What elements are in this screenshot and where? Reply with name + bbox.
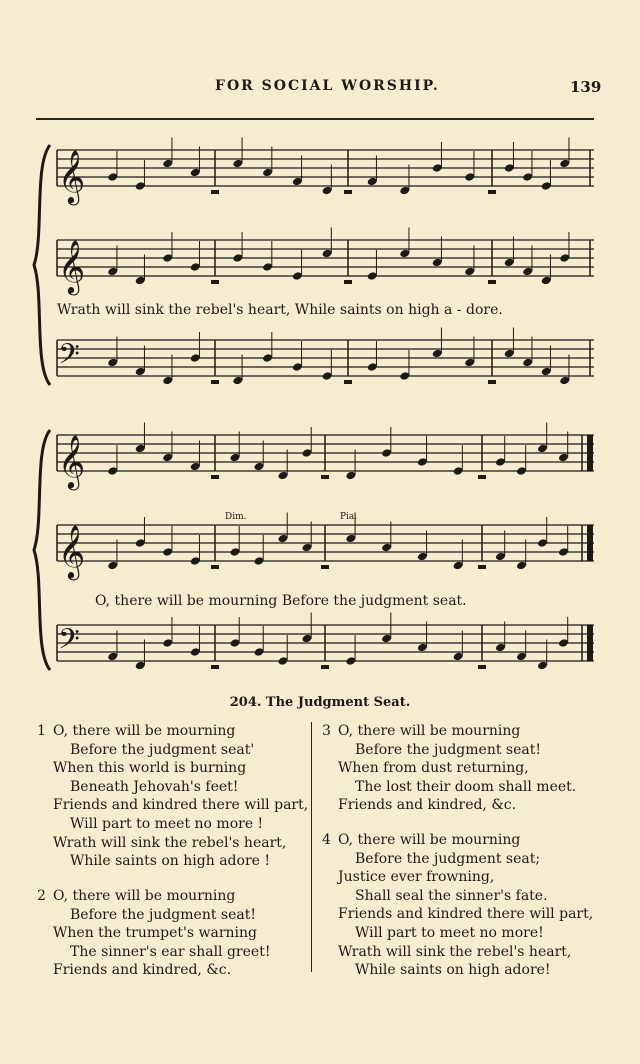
final-bar-thick bbox=[587, 435, 593, 471]
verse-line: Wrath will sink the rebel's heart, bbox=[338, 943, 572, 960]
system1-lyric: Wrath will sink the rebel's heart, While saints on high a - dore. bbox=[57, 302, 503, 318]
ledger-mark bbox=[344, 190, 352, 194]
verse-number: 4 bbox=[322, 832, 331, 848]
verse-number: 2 bbox=[37, 888, 46, 904]
verse-line: When from dust returning, bbox=[338, 760, 529, 777]
ledger-mark bbox=[211, 475, 219, 479]
final-bar-thick bbox=[587, 525, 593, 561]
ledger-mark bbox=[211, 380, 219, 384]
verse-line: Before the judgment seat' bbox=[70, 741, 255, 758]
ledger-mark bbox=[488, 380, 496, 384]
dynamic-pia: Pia. bbox=[340, 512, 358, 522]
verse-line: O, there will be mourning bbox=[53, 723, 236, 739]
running-title: FOR SOCIAL WORSHIP. bbox=[215, 78, 440, 94]
verse-line: Friends and kindred there will part, bbox=[53, 797, 309, 814]
verse-4 bbox=[322, 831, 594, 980]
ledger-mark bbox=[478, 475, 486, 479]
ledger-mark bbox=[321, 475, 329, 479]
ledger-mark bbox=[478, 565, 486, 569]
verse-line: Friends and kindred, &c. bbox=[53, 962, 232, 979]
system2-lyric: O, there will be mourning Before the judgment seat. bbox=[95, 593, 467, 609]
verse-line: O, there will be mourning bbox=[338, 832, 521, 848]
ledger-mark bbox=[344, 280, 352, 284]
verse-line: Friends and kindred there will part, bbox=[338, 906, 594, 923]
treble-clef-icon: 𝄞 bbox=[58, 239, 86, 293]
verse-line: The sinner's ear shall greet! bbox=[70, 943, 271, 960]
verse-line: Beneath Jehovah's feet! bbox=[70, 778, 239, 795]
treble-clef-icon: 𝄞 bbox=[58, 524, 86, 578]
verse-line: Will part to meet no more! bbox=[355, 924, 544, 941]
verse-number: 3 bbox=[322, 723, 331, 739]
ledger-mark bbox=[488, 190, 496, 194]
ledger-mark bbox=[211, 280, 219, 284]
verse-line: Friends and kindred, &c. bbox=[338, 797, 517, 814]
verse-line: Wrath will sink the rebel's heart, bbox=[53, 834, 287, 851]
ledger-mark bbox=[211, 665, 219, 669]
verse-line: Before the judgment seat! bbox=[70, 906, 256, 923]
verse-line: O, there will be mourning bbox=[53, 888, 236, 904]
treble-clef-icon: 𝄞 bbox=[58, 434, 86, 488]
verse-2 bbox=[37, 887, 271, 980]
bass-clef-icon: 𝄢 bbox=[58, 338, 80, 378]
verse-line: Shall seal the sinner's fate. bbox=[355, 887, 548, 904]
hymn-title: 204. The Judgment Seat. bbox=[229, 695, 411, 710]
system-brace bbox=[34, 430, 50, 670]
bass-clef-icon: 𝄢 bbox=[58, 623, 80, 663]
verse-line: When the trumpet's warning bbox=[53, 925, 257, 942]
ledger-mark bbox=[321, 565, 329, 569]
ledger-mark bbox=[344, 380, 352, 384]
page-number: 139 bbox=[570, 78, 602, 96]
verse-1 bbox=[37, 722, 309, 871]
verse-line: O, there will be mourning bbox=[338, 723, 521, 739]
verse-line: While saints on high adore! bbox=[355, 962, 551, 979]
verse-line: The lost their doom shall meet. bbox=[355, 778, 577, 795]
system-brace bbox=[34, 145, 50, 385]
verse-number: 1 bbox=[37, 723, 46, 739]
ledger-mark bbox=[321, 665, 329, 669]
verse-line: Before the judgment seat; bbox=[355, 850, 541, 867]
ledger-mark bbox=[211, 190, 219, 194]
column-divider bbox=[311, 722, 312, 972]
dynamic-dim: Dim. bbox=[225, 512, 247, 522]
verse-line: Before the judgment seat! bbox=[355, 741, 541, 758]
verse-line: When this world is burning bbox=[53, 760, 247, 777]
verse-3 bbox=[322, 722, 577, 815]
verse-line: Justice ever frowning, bbox=[338, 869, 495, 886]
treble-clef-icon: 𝄞 bbox=[58, 149, 86, 203]
final-bar-thick bbox=[587, 625, 593, 661]
ledger-mark bbox=[478, 665, 486, 669]
verse-line: Will part to meet no more ! bbox=[70, 815, 264, 832]
ledger-mark bbox=[488, 280, 496, 284]
verse-line: While saints on high adore ! bbox=[70, 853, 270, 870]
ledger-mark bbox=[211, 565, 219, 569]
